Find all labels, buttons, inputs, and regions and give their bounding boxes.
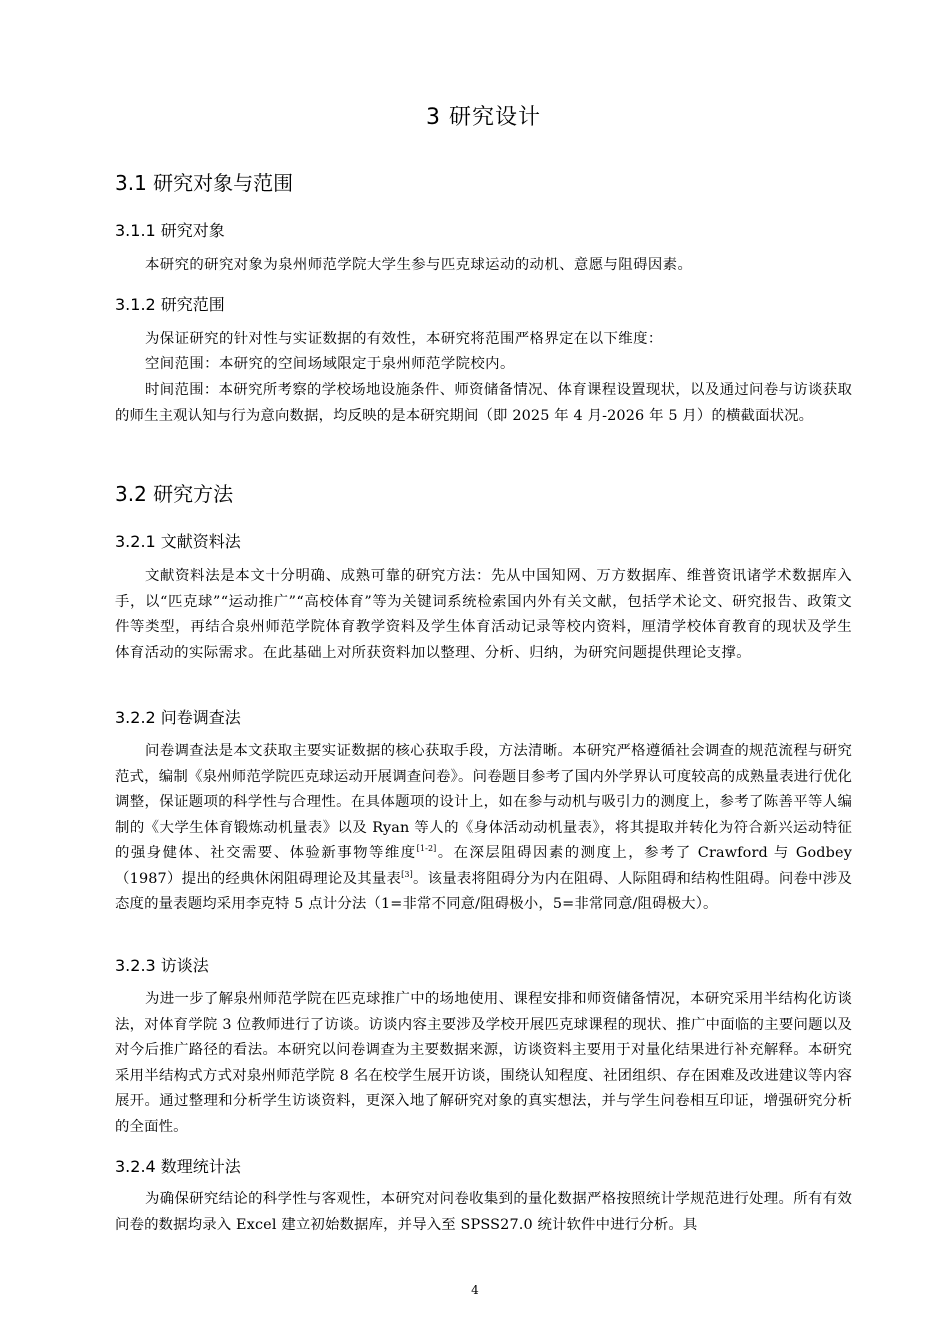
subsection-heading-3-2-2: 3.2.2 问卷调查法 [115,708,241,727]
questionnaire-text-part-2: 。在深层阻碍因素的测度上，参考了 Crawford 与 Godbey（1987）提出的经典休闲阻碍理论及其量表 [115,845,852,887]
paragraph-literature-method: 文献资料法是本文十分明确、成熟可靠的研究方法：先从中国知网、万方数据库、维普资讯诸学术数据库入手，以“匹克球”“运动推广”“高校体育”等为关键词系统检索国内外有关文献，包括学术论文、研究报告、政策文件等类型，再结合泉州师范学院体育教学资料及学生体育活动记录等校内资料，厘清学校体育教育的现状及学生体育活动的实际需求。在此基础上对所获资料加以整理、分析、归纳，为研究问题提供理论支撑。 [115,568,852,661]
paragraph-research-object: 本研究的研究对象为泉州师范学院大学生参与匹克球运动的动机、意愿与阻碍因素。 [145,257,693,273]
paragraph-time-scope: 时间范围：本研究所考察的学校场地设施条件、师资储备情况、体育课程设置现状，以及通过问卷与访谈获取的师生主观认知与行为意向数据，均反映的是本研究期间（即 2025 年 4 月-2026 年 5 月）的横截面状况。 [115,382,852,424]
section-heading-3-2: 3.2 研究方法 [115,482,234,506]
paragraph-scope-intro: 为保证研究的针对性与实证数据的有效性，本研究将范围严格界定在以下维度： [145,331,663,347]
citation-3: [3] [401,869,413,879]
subsection-heading-3-2-4: 3.2.4 数理统计法 [115,1157,241,1176]
questionnaire-text-part-3: 。该量表将阻碍分为内在阻碍、人际阻碍和结构性阻碍。问卷中涉及态度的量表题均采用李克特 5 点计分法（1=非常不同意/阻碍极小，5=非常同意/阻碍极大）。 [115,870,852,912]
chapter-title: 3 研究设计 [426,105,541,130]
paragraph-questionnaire-method [115,739,852,918]
questionnaire-text-part-1: 问卷调查法是本文获取主要实证数据的核心获取手段，方法清晰。本研究严格遵循社会调查的规范流程与研究范式，编制《泉州师范学院匹克球运动开展调查问卷》。问卷题目参考了国内外学界认可度较高的成熟量表进行优化调整，保证题项的科学性与合理性。在具体题项的设计上，如在参与动机与吸引力的测度上，参考了陈善平等人编制的《大学生体育锻炼动机量表》以及 Ryan 等人的《身体活动动机量表》，将其提取并转化为符合新兴运动特征的强身健体、社交需要、体验新事物等维度 [115,743,852,861]
citation-1-2: [1-2] [416,844,437,853]
section-heading-3-1: 3.1 研究对象与范围 [115,171,294,195]
page-number: 4 [471,1283,479,1297]
subsection-heading-3-1-1: 3.1.1 研究对象 [115,221,225,240]
subsection-heading-3-2-3: 3.2.3 访谈法 [115,956,209,975]
paragraph-spatial-scope: 空间范围：本研究的空间场域限定于泉州师范学院校内。 [145,356,515,372]
subsection-heading-3-2-1: 3.2.1 文献资料法 [115,532,241,551]
subsection-heading-3-1-2: 3.1.2 研究范围 [115,295,225,314]
paragraph-statistics-method: 为确保研究结论的科学性与客观性，本研究对问卷收集到的量化数据严格按照统计学规范进行处理。所有有效问卷的数据均录入 Excel 建立初始数据库，并导入至 SPSS27.0 统计软件中进行分析。具 [115,1191,852,1233]
paragraph-interview-method: 为进一步了解泉州师范学院在匹克球推广中的场地使用、课程安排和师资储备情况，本研究采用半结构化访谈法，对体育学院 3 位教师进行了访谈。访谈内容主要涉及学校开展匹克球课程的现状、推广中面临的主要问题以及对今后推广路径的看法。本研究以问卷调查为主要数据来源，访谈资料主要用于对量化结果进行补充解释。本研究采用半结构式方式对泉州师范学院 8 名在校学生展开访谈，围绕认知程度、社团组织、存在困难及改进建议等内容展开。通过整理和分析学生访谈资料，更深入地了解研究对象的真实想法，并与学生问卷相互印证，增强研究分析的全面性。 [115,991,852,1135]
